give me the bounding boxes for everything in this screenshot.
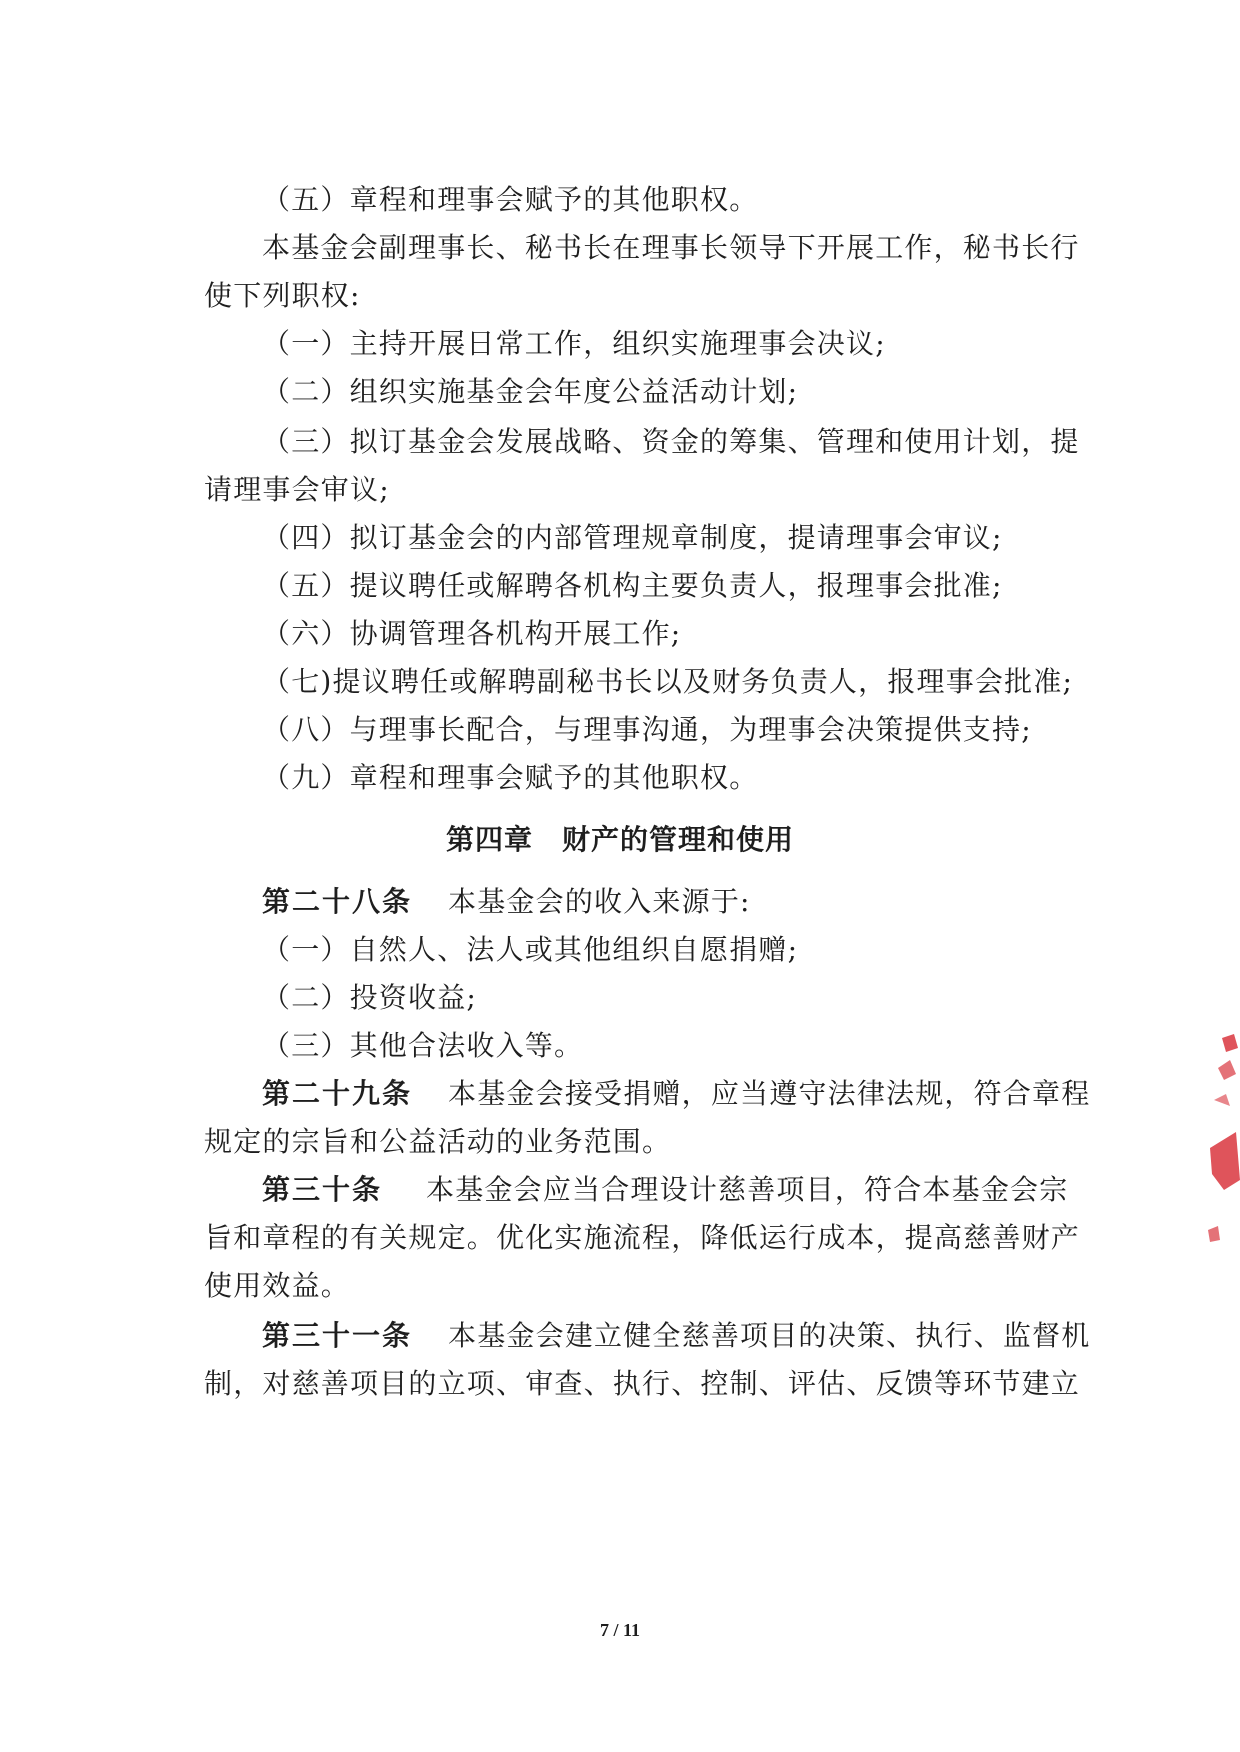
text-line: 规定的宗旨和公益活动的业务范围。 [204, 1125, 672, 1158]
seal-stamp-fragment [1200, 1030, 1240, 1270]
text-line: （三）其他合法收入等。 [262, 1029, 584, 1062]
text-line: （三）拟订基金会发展战略、资金的筹集、管理和使用计划，提 [262, 425, 1080, 458]
article-text: 本基金会建立健全慈善项目的决策、执行、监督机 [448, 1319, 1091, 1352]
text-line: （六）协调管理各机构开展工作; [262, 617, 682, 650]
article-text: 本基金会应当合理设计慈善项目，符合本基金会宗 [426, 1173, 1069, 1206]
text-line: （四）拟订基金会的内部管理规章制度，提请理事会审议; [262, 521, 1003, 554]
text-line: （八）与理事长配合，与理事沟通，为理事会决策提供支持; [262, 713, 1032, 746]
text-line: 制，对慈善项目的立项、审查、执行、控制、评估、反馈等环节建立 [204, 1367, 1081, 1400]
text-line: （五）提议聘任或解聘各机构主要负责人，报理事会批准; [262, 569, 1003, 602]
text-line: （一）主持开展日常工作，组织实施理事会决议; [262, 327, 886, 360]
text-line: （五）章程和理事会赋予的其他职权。 [262, 183, 759, 216]
article-28-line [262, 884, 1094, 920]
article-label: 第二十九条 [262, 1077, 413, 1110]
article-label: 第三十一条 [262, 1319, 413, 1352]
text-line: （九）章程和理事会赋予的其他职权。 [262, 761, 759, 794]
text-line: 使用效益。 [204, 1269, 351, 1302]
article-label: 第三十条 [262, 1173, 383, 1206]
article-text: 本基金会的收入来源于: [448, 885, 751, 918]
article-30-line [262, 1172, 1094, 1208]
text-line: 请理事会审议; [204, 473, 390, 506]
article-29-line [262, 1076, 1094, 1112]
text-line: 使下列职权: [204, 279, 361, 312]
text-line: （二）投资收益; [262, 981, 478, 1014]
text-line: （二）组织实施基金会年度公益活动计划; [262, 375, 799, 408]
chapter-title: 第四章 财产的管理和使用 [445, 823, 794, 856]
article-label: 第二十八条 [262, 885, 413, 918]
text-line: （七)提议聘任或解聘副秘书长以及财务负责人，报理事会批准; [262, 665, 1074, 698]
article-text: 本基金会接受捐赠，应当遵守法律法规，符合章程 [448, 1077, 1091, 1110]
text-line: 本基金会副理事长、秘书长在理事长领导下开展工作，秘书长行 [262, 231, 1080, 264]
article-31-line [262, 1318, 1094, 1354]
page-number: 7 / 11 [599, 1620, 640, 1640]
text-line: （一）自然人、法人或其他组织自愿捐赠; [262, 933, 799, 966]
text-line: 旨和章程的有关规定。优化实施流程，降低运行成本，提高慈善财产 [204, 1221, 1081, 1254]
